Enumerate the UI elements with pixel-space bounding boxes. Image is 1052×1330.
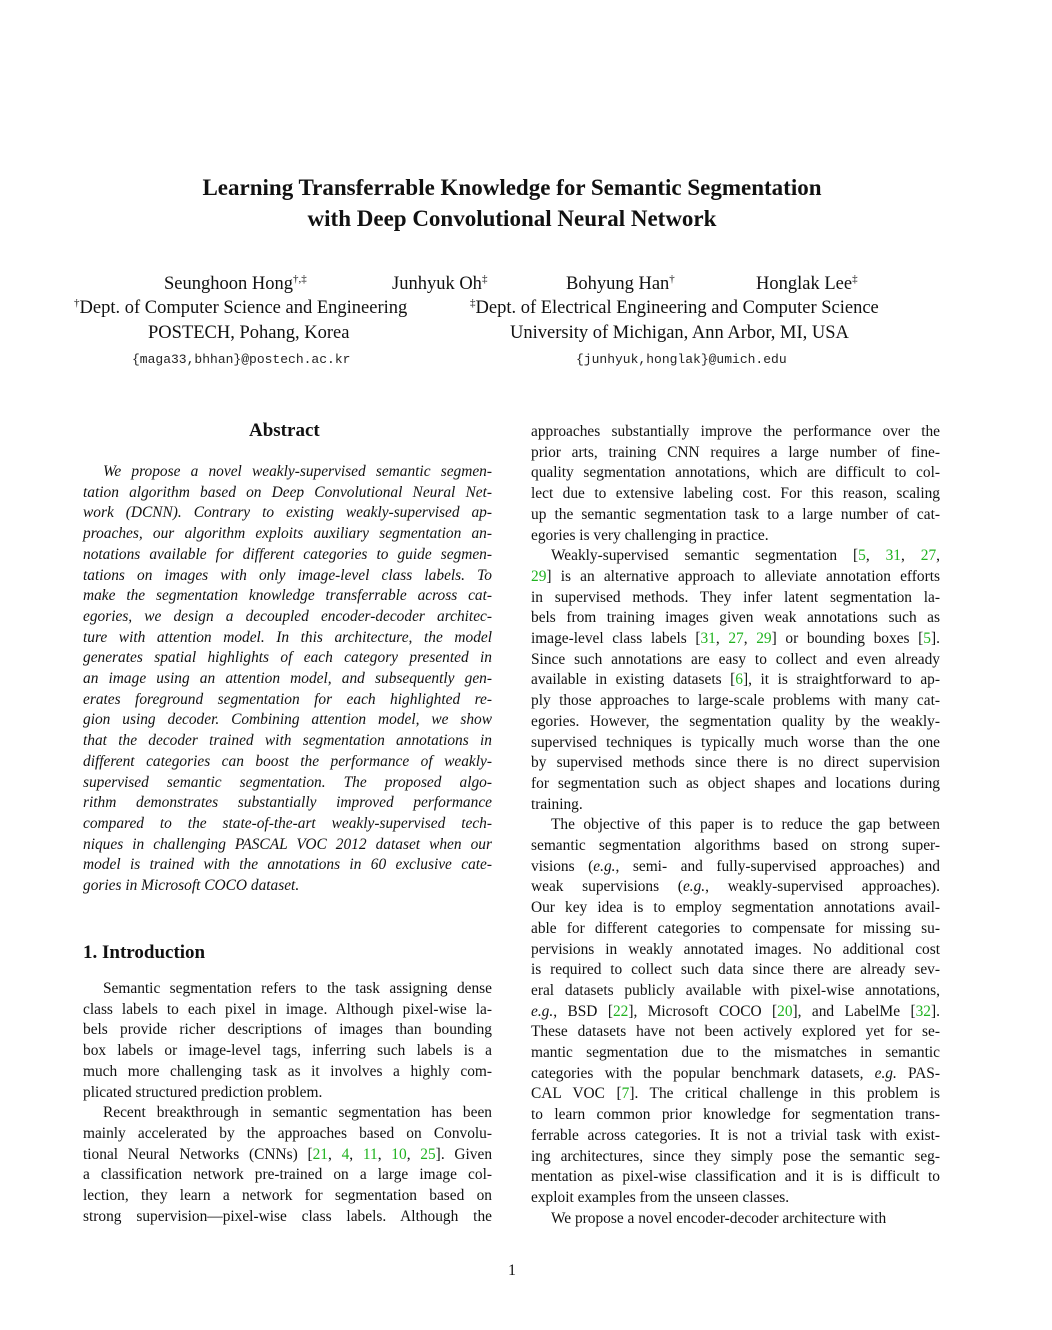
text-line: a classification network pre-trained on a large image col- xyxy=(83,1166,492,1184)
page-number: 1 xyxy=(508,1262,516,1279)
title-line-1: Learning Transferrable Knowledge for Semantic Segmentation xyxy=(202,175,822,200)
text-line: supervised techniques is typically much worse than the one xyxy=(531,733,940,751)
text-line: tional Neural Networks (CNNs) [21, 4, 11, 10, 25]. Given xyxy=(83,1145,493,1163)
text-line: up the semantic segmentation task to a large number of cat- xyxy=(531,505,940,523)
text-line: that the decoder trained with segmentation annotations in xyxy=(83,732,492,750)
text-line: semantic segmentation algorithms based on strong super- xyxy=(531,837,940,854)
text-line: We propose a novel encoder-decoder architecture with xyxy=(551,1209,887,1227)
text-line: tations on images with only image-level class labels. To xyxy=(83,566,492,584)
text-line: training. xyxy=(531,795,583,813)
text-line: mainly accelerated by the approaches based on Convolu- xyxy=(83,1124,492,1142)
text-line: ture with attention model. In this architecture, the model xyxy=(83,628,492,646)
text-line: e.g., BSD [22], Microsoft COCO [20], and LabelMe [32]. xyxy=(531,1002,940,1020)
text-line: in supervised methods. They infer latent segmentation la- xyxy=(531,588,940,606)
intro-heading: 1. Introduction xyxy=(83,942,206,963)
text-line: egories, we design a decoupled encoder-decoder architec- xyxy=(83,607,492,625)
text-line: ply those approaches to large-scale problems with many cat- xyxy=(531,692,940,710)
text-line: work (DCNN). Contrary to existing weakly-supervised ap- xyxy=(83,504,492,522)
text-line: Since such annotations are easy to collect and even already xyxy=(531,650,940,668)
text-line: egories. However, the segmentation quality by the weakly- xyxy=(531,712,940,730)
text-line: different categories can boost the performance of weakly- xyxy=(83,752,492,770)
text-line: egories is very challenging in practice. xyxy=(531,526,769,544)
text-line: bels provide richer descriptions of images than bounding xyxy=(83,1021,492,1039)
text-line: approaches substantially improve the performance over the xyxy=(531,423,940,440)
author-1: Seunghoon Hong†,‡ xyxy=(164,273,307,294)
text-line: categories with the popular benchmark datasets, e.g. PAS- xyxy=(531,1064,940,1082)
text-line: gion using decoder. Combining attention model, we show xyxy=(83,711,492,729)
affiliation-2-place: University of Michigan, Ann Arbor, MI, USA xyxy=(510,323,849,343)
text-line: 29] is an alternative approach to alleviate annotation efforts xyxy=(531,567,940,585)
text-line: proaches, our algorithm exploits auxiliary segmentation an- xyxy=(83,525,492,543)
text-line: much more challenging task as it involves a highly com- xyxy=(83,1062,492,1080)
affiliation-2-email: {junhyuk,honglak}@umich.edu xyxy=(576,352,787,367)
text-line: make the segmentation knowledge transferrable across cat- xyxy=(83,587,492,605)
affiliation-1-dept: †Dept. of Computer Science and Engineering xyxy=(74,297,408,318)
affiliation-1-email: {maga33,bhhan}@postech.ac.kr xyxy=(132,352,351,367)
text-line: CAL VOC [7]. The critical challenge in this problem is xyxy=(531,1085,940,1103)
text-line: to learn common prior knowledge for segmentation trans- xyxy=(531,1106,940,1124)
text-line: image-level class labels [31, 27, 29] or bounding boxes [5]. xyxy=(531,630,940,647)
author-3: Bohyung Han† xyxy=(566,273,675,294)
text-line: rithm demonstrates substantially improved performance xyxy=(83,794,492,812)
author-2: Junhyuk Oh‡ xyxy=(392,273,488,294)
text-line: available in existing datasets [6], it is straightforward to ap- xyxy=(531,671,940,689)
text-line: supervised semantic segmentation. The proposed algo- xyxy=(83,773,492,791)
text-line: is required to collect such data since there are already sev- xyxy=(531,961,940,979)
text-line: Recent breakthrough in semantic segmentation has been xyxy=(103,1104,492,1122)
text-line: plicated structured prediction problem. xyxy=(83,1083,323,1101)
text-line: mantic segmentation due to the mismatches in semantic xyxy=(531,1044,940,1061)
text-line: We propose a novel weakly-supervised semantic segmen- xyxy=(103,463,492,480)
text-line: exploit examples from the unseen classes. xyxy=(531,1188,790,1206)
author-4: Honglak Lee‡ xyxy=(756,273,858,294)
text-line: an image using an attention model, and subsequently gen- xyxy=(83,670,492,687)
text-line: strong supervision—pixel-wise class labels. Although the xyxy=(83,1207,492,1225)
text-line: generates spatial highlights of each category presented in xyxy=(83,649,492,667)
text-line: ing architectures, since they simply pose the semantic seg- xyxy=(531,1147,940,1165)
text-line: weak supervisions (e.g., weakly-supervised approaches). xyxy=(531,878,940,896)
text-line: by supervised methods since there is no direct supervision xyxy=(531,754,940,772)
title-line-2: with Deep Convolutional Neural Network xyxy=(307,206,717,231)
text-line: eral datasets publicly available with pixel-wise annotations, xyxy=(531,981,940,999)
abstract-heading: Abstract xyxy=(249,420,320,441)
text-line: The objective of this paper is to reduce the gap between xyxy=(551,816,940,834)
text-line: Semantic segmentation refers to the task assigning dense xyxy=(103,980,492,997)
text-line: gories in Microsoft COCO dataset. xyxy=(83,877,300,894)
text-line: quality segmentation annotations, which are difficult to col- xyxy=(531,464,940,482)
text-line: lection, they learn a network for segmentation based on xyxy=(83,1187,492,1204)
text-line: for segmentation such as object shapes and locations during xyxy=(531,774,940,792)
text-line: These datasets have not been actively explored yet for se- xyxy=(531,1023,940,1041)
affiliation-1-place: POSTECH, Pohang, Korea xyxy=(148,323,350,343)
paper-title xyxy=(0,172,1024,234)
text-line: ferrable across categories. It is not a trivial task with exist- xyxy=(531,1126,940,1144)
text-line: pervisions in weakly annotated images. No additional cost xyxy=(531,940,940,958)
text-line: tation algorithm based on Deep Convolutional Neural Net- xyxy=(83,483,492,501)
text-line: Weakly-supervised semantic segmentation [5, 31, 27, xyxy=(551,547,940,565)
text-line: visions (e.g., semi- and fully-supervised approaches) and xyxy=(531,857,940,875)
text-line: bels from training images given weak annotations such as xyxy=(531,609,940,627)
text-line: prior arts, training CNN requires a large number of fine- xyxy=(531,443,940,461)
text-line: class labels to each pixel in image. Although pixel-wise la- xyxy=(83,1000,492,1018)
text-line: model is trained with the annotations in 60 exclusive cate- xyxy=(83,856,492,874)
text-line: able for different categories to compensate for missing su- xyxy=(531,919,940,937)
text-line: Our key idea is to employ segmentation annotations avail- xyxy=(531,899,940,917)
text-line: compared to the state-of-the-art weakly-supervised tech- xyxy=(83,814,492,832)
text-line: notations available for different categories to guide segmen- xyxy=(83,545,492,563)
affiliation-2-dept: ‡Dept. of Electrical Engineering and Computer Science xyxy=(470,297,879,318)
text-line: niques in challenging PASCAL VOC 2012 dataset when our xyxy=(83,835,492,853)
text-line: box labels or image-level tags, inferring such labels is a xyxy=(83,1042,492,1060)
text-line: mentation as pixel-wise classification and it is is difficult to xyxy=(531,1168,940,1186)
text-line: lect due to extensive labeling cost. For this reason, scaling xyxy=(531,485,940,503)
text-line: erates foreground segmentation for each highlighted re- xyxy=(83,690,492,708)
